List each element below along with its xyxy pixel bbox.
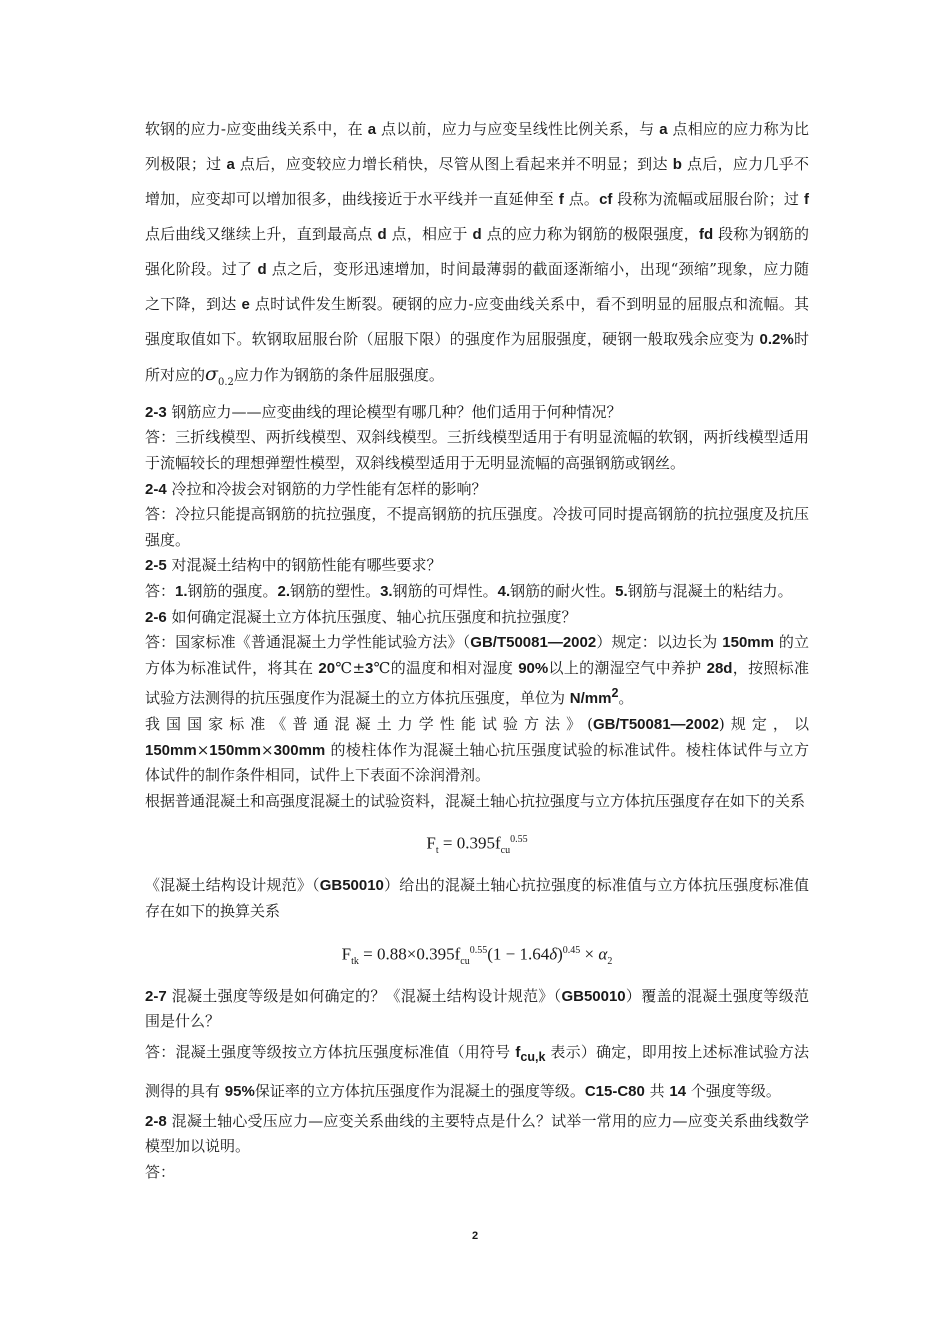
- formula-characteristic-strength: [145, 939, 809, 974]
- text-run: 的棱柱体作为混凝土轴心抗压强度试验的标准试件。棱柱体试件与立方体试件的制作条件相同，试件上下表面不涂润滑剂。: [145, 740, 809, 785]
- formula-exponent: 0.55: [469, 944, 488, 956]
- question-number: 2-3: [145, 403, 167, 421]
- formula-expression: = 0.88×0.395f: [358, 944, 461, 964]
- segment-label: fd: [698, 226, 714, 243]
- question-number: 2-8: [145, 1112, 167, 1130]
- text-run: ×: [260, 740, 274, 759]
- dimension-value: 300mm: [273, 741, 326, 759]
- text-run: ℃±: [335, 658, 366, 677]
- question-text: 钢筋应力——应变曲线的理论模型有哪几种？他们适用于何种情况？: [166, 402, 622, 421]
- sigma-glyph: σ: [205, 363, 218, 385]
- point-label: a: [367, 121, 377, 138]
- paragraph-tensile-relation: 根据普通混凝土和高强度混凝土的试验资料，混凝土轴心抗拉强度与立方体抗压强度存在如下的关系: [145, 791, 806, 810]
- question-2-6: [145, 605, 809, 631]
- question-number: 2-7: [145, 987, 167, 1005]
- text-run: 我国国家标准《普通混凝土力学性能试验方法》(: [145, 714, 593, 733]
- answer-2-3: 答：三折线模型、两折线模型、双斜线模型。三折线模型适用于有明显流幅的软钢，两折线模型适用于流幅较长的理想弹塑性模型，双斜线模型适用于无明显流幅的高强钢筋或钢丝。: [145, 428, 809, 472]
- text-run: 软钢的应力-应变曲线关系中，在: [145, 120, 368, 138]
- paragraph-code-relation: [145, 873, 809, 924]
- item-number: 2.: [277, 582, 291, 600]
- item-number: 4.: [497, 582, 511, 600]
- dimension-value: 150mm: [145, 741, 197, 759]
- delta-symbol: δ: [549, 944, 558, 964]
- answer-2-7: [145, 1035, 809, 1109]
- point-label: d: [377, 226, 387, 243]
- text-run: 。: [618, 689, 634, 708]
- text-run: ，按照标准试验方法测得的抗压强度作为混凝土的立方体抗压强度，单位为: [145, 658, 809, 708]
- text-run: )规定，以: [718, 714, 809, 733]
- formula-subscript: tk: [351, 955, 359, 967]
- formula-expression: ×: [580, 944, 599, 964]
- text-run: 点时试件发生断裂。硬钢的应力-应变曲线关系中，看不到明显的屈服点和流幅。其强度取值如下。软钢取屈服台阶（屈服下限）的强度作为屈服强度，硬钢一般取残余应变为: [145, 295, 809, 348]
- text-run: 时所对应的: [145, 330, 809, 384]
- question-number: 2-6: [145, 608, 167, 626]
- text-run: 保证率的立方体抗压强度作为混凝土的强度等级。: [254, 1081, 585, 1100]
- symbol-fcuk: [515, 1043, 546, 1064]
- question-text: 混凝土轴心受压应力—应变关系曲线的主要特点是什么？试举一常用的应力—应变关系曲线数学模型加以说明。: [145, 1111, 809, 1156]
- strain-value: 0.2%: [759, 331, 794, 348]
- point-label: d: [257, 261, 267, 278]
- item-number: 3.: [380, 582, 393, 600]
- temperature-value: 20: [318, 659, 336, 677]
- formula-expression: = 0.395f: [438, 833, 501, 853]
- text-run: 点以前，应力与应变呈线性比例关系，与: [376, 120, 660, 138]
- paragraph-steel-curve: [145, 112, 809, 400]
- text-run: 共: [644, 1081, 670, 1100]
- question-2-5: [145, 553, 809, 579]
- text-run: 点后，应变较应力增长稍快，尽管从图上看起来并不明显；到达: [234, 155, 673, 173]
- sigma-subscript: 0.2: [218, 376, 234, 388]
- question-text: ）覆盖的混凝土强度等级范围是什么？: [145, 986, 809, 1031]
- standard-code: GB50010: [561, 987, 626, 1005]
- formula-tensile-strength: [145, 828, 809, 863]
- answer-2-8: 答：: [145, 1162, 176, 1181]
- question-2-7: [145, 984, 809, 1035]
- page-number: 2: [471, 1230, 479, 1242]
- text-run: 的立方体为标准试件，将其在: [145, 633, 809, 677]
- text-run: 段称为钢筋的强化阶段。过了: [145, 225, 809, 278]
- question-2-4: [145, 477, 809, 503]
- text-run: 点，相应于: [386, 225, 473, 243]
- humidity-value: 90%: [518, 659, 549, 677]
- symbol-text: f: [515, 1043, 521, 1061]
- text-run: ）规定：以边长为: [596, 633, 723, 652]
- formula-symbol: F: [341, 944, 352, 964]
- standard-code: GB50010: [319, 877, 384, 895]
- grade-range: C15-C80: [584, 1082, 645, 1100]
- dimension-value: 150mm: [722, 634, 774, 652]
- paragraph-prism-standard: [145, 712, 809, 789]
- text-run: 以上的潮湿空气中养护: [548, 658, 707, 677]
- point-label: f: [804, 191, 809, 208]
- standard-code: GB/T50081—2002: [593, 715, 719, 733]
- point-label: e: [241, 296, 250, 313]
- page-content: [145, 112, 809, 1186]
- formula-subscript: 2: [607, 955, 613, 967]
- item-number: 5.: [615, 582, 628, 600]
- item-number: 1.: [175, 582, 188, 600]
- point-label: f: [558, 191, 564, 208]
- point-label: a: [659, 121, 668, 138]
- text-run: 段称为流幅或屈服台阶；过: [612, 190, 804, 208]
- question-text: 冷拉和冷拔会对钢筋的力学性能有怎样的影响？: [166, 479, 487, 498]
- dimension-value: 150mm: [209, 741, 261, 759]
- answer-2-6: [145, 630, 809, 712]
- formula-exponent: 0.55: [510, 834, 528, 846]
- text-run: ）给出的混凝土轴心抗拉强度的标准值与立方体抗压强度标准值存在如下的换算关系: [145, 876, 809, 920]
- text-run: 点后曲线又继续上升，直到最高点: [145, 225, 378, 243]
- text-run: 点。: [563, 190, 600, 208]
- text-run: 表示）确定，即用按上述标准试验方法测得的具有: [145, 1042, 809, 1100]
- text-run: 答：: [145, 581, 176, 600]
- unit-superscript: 2: [611, 686, 619, 701]
- temperature-tolerance: 3: [365, 659, 374, 677]
- text-run: 钢筋的塑性。: [290, 581, 381, 600]
- text-run: 个强度等级。: [686, 1081, 781, 1100]
- text-run: 钢筋的强度。: [187, 581, 278, 600]
- text-run: 答：国家标准《普通混凝土力学性能试验方法》（: [145, 633, 471, 652]
- text-run: ×: [196, 740, 210, 759]
- question-text: 如何确定混凝土立方体抗压强度、轴心抗压强度和抗拉强度？: [166, 607, 577, 626]
- question-text: 对混凝土结构中的钢筋性能有哪些要求？: [166, 556, 442, 575]
- formula-subscript: cu: [460, 955, 470, 967]
- text-run: 点相应的应力称为比列极限；过: [145, 120, 809, 173]
- formula-expression: ): [557, 944, 563, 964]
- formula-subscript: cu: [500, 845, 511, 857]
- question-text: 混凝土强度等级是如何确定的？《混凝土结构设计规范》（: [166, 986, 562, 1005]
- formula-symbol: F: [426, 833, 436, 853]
- text-run: 钢筋的耐火性。: [510, 581, 616, 600]
- text-run: 钢筋的可焊性。: [392, 581, 498, 600]
- text-run: ℃的温度和相对湿度: [373, 658, 519, 677]
- answer-2-5: [145, 579, 809, 605]
- point-label: d: [472, 226, 482, 243]
- formula-subscript: t: [435, 845, 439, 857]
- formula-expression: (1 − 1.64: [487, 944, 550, 964]
- unit-text: N/mm: [569, 690, 612, 708]
- standard-code: GB/T50081—2002: [470, 634, 597, 652]
- text-run: 《混凝土结构设计规范》（: [145, 876, 320, 895]
- question-2-3: [145, 400, 809, 426]
- question-2-8: [145, 1109, 809, 1160]
- question-number: 2-5: [145, 557, 167, 575]
- formula-exponent: 0.45: [562, 944, 581, 956]
- point-label: b: [672, 156, 682, 173]
- answer-2-4: 答：冷拉只能提高钢筋的抗拉强度，不提高钢筋的抗压强度。冷拔可同时提高钢筋的抗拉强度及抗压强度。: [145, 505, 809, 549]
- text-run: 点的应力称为钢筋的极限强度，: [481, 225, 699, 243]
- text-run: 答：混凝土强度等级按立方体抗压强度标准值（用符号: [145, 1042, 516, 1061]
- alpha-symbol: α: [598, 944, 608, 964]
- text-run: 点之后，变形迅速增加，时间最薄弱的截面逐渐缩小，出现“颈缩”现象，应力随之下降，到达: [145, 260, 810, 313]
- question-number: 2-4: [145, 480, 167, 498]
- sigma-symbol: [205, 363, 234, 388]
- unit-label: [569, 686, 619, 708]
- curing-days: 28d: [706, 659, 733, 677]
- text-run: 应力作为钢筋的条件屈服强度。: [233, 366, 444, 384]
- grade-count: 14: [669, 1082, 687, 1100]
- text-run: 点后，应力几乎不增加，应变却可以增加很多，曲线接近于水平线并一直延伸至: [145, 155, 809, 208]
- point-label: a: [226, 156, 235, 173]
- text-run: 钢筋与混凝土的粘结力。: [627, 581, 793, 600]
- segment-label: cf: [599, 191, 613, 208]
- symbol-subscript: cu,k: [520, 1049, 546, 1064]
- guarantee-rate: 95%: [224, 1082, 255, 1100]
